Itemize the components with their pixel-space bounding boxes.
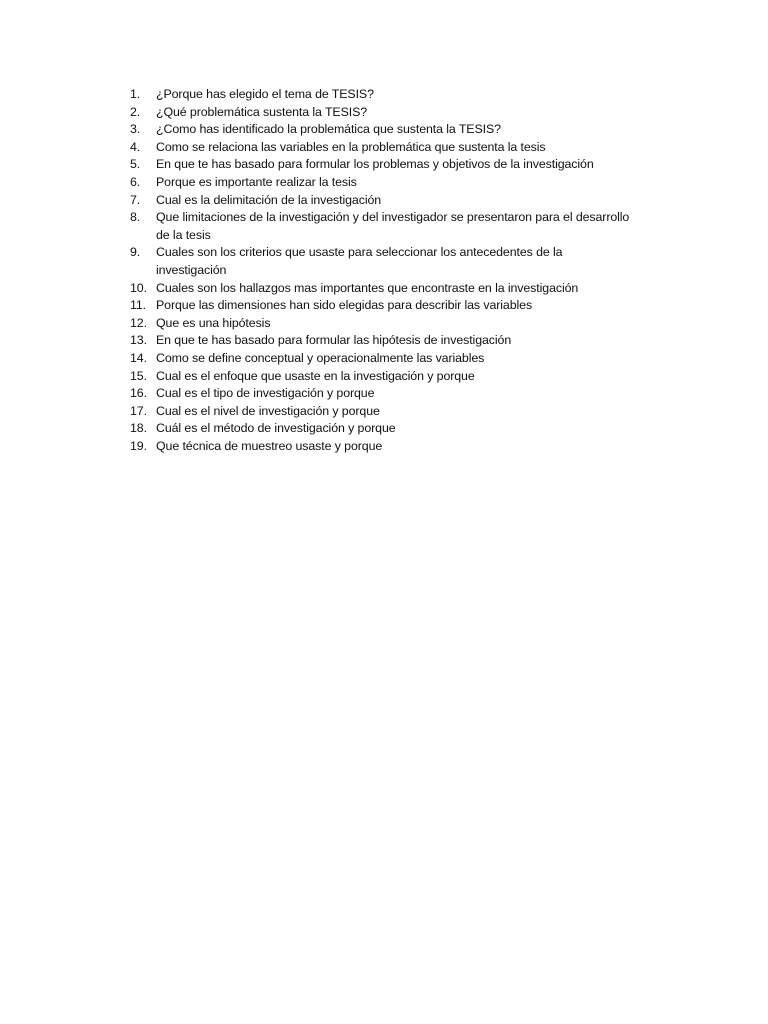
item-number: 8. [130,210,141,225]
list-item [130,368,630,386]
item-text: Que es una hipótesis [156,315,271,330]
item-number: 18. [130,421,147,436]
item-number: 16. [130,386,147,401]
question-list [130,86,630,455]
list-item [130,209,630,244]
item-text: ¿Como has identificado la problemática que sustenta la TESIS? [156,122,501,137]
item-number: 17. [130,403,147,418]
list-item [130,156,630,174]
item-number: 12. [130,315,147,330]
item-number: 4. [130,139,141,154]
item-text: En que te has basado para formular las hipótesis de investigación [156,333,512,348]
item-text: Que limitaciones de la investigación y del investigador se presentaron para el desarrollo de la tesis [156,210,630,242]
list-item [130,104,630,122]
list-item [130,192,630,210]
item-number: 2. [130,104,141,119]
item-number: 5. [130,157,141,172]
item-text: Cuales son los criterios que usaste para seleccionar los antecedentes de la investigación [156,245,563,277]
list-item [130,297,630,315]
item-text: Porque es importante realizar la tesis [156,174,357,189]
item-number: 7. [130,192,141,207]
item-text: Cual es el tipo de investigación y porque [156,386,375,401]
list-item [130,86,630,104]
item-text: Cuál es el método de investigación y porque [156,421,396,436]
item-number: 14. [130,350,147,365]
item-text: Como se relaciona las variables en la problemática que sustenta la tesis [156,139,546,154]
list-item [130,139,630,157]
item-number: 6. [130,174,141,189]
item-text: Que técnica de muestreo usaste y porque [156,438,383,453]
item-number: 3. [130,122,141,137]
item-number: 1. [130,87,141,101]
list-item [130,174,630,192]
item-number: 10. [130,280,147,295]
item-text: Cuales son los hallazgos mas importantes que encontraste en la investigación [156,280,579,295]
item-text: ¿Qué problemática sustenta la TESIS? [156,104,368,119]
item-number: 19. [130,438,147,453]
item-text: ¿Porque has elegido el tema de TESIS? [156,87,374,101]
list-item [130,280,630,298]
item-text: Cual es la delimitación de la investigación [156,192,382,207]
item-text: Cual es el nivel de investigación y porque [156,403,380,418]
list-item [130,385,630,403]
list-item [130,244,630,279]
item-text: En que te has basado para formular los problemas y objetivos de la investigación [156,157,594,172]
list-item [130,438,630,456]
item-text: Cual es el enfoque que usaste en la investigación y porque [156,368,475,383]
list-item [130,121,630,139]
item-text: Como se define conceptual y operacionalmente las variables [156,350,485,365]
item-number: 13. [130,333,147,348]
list-item [130,420,630,438]
item-text: Porque las dimensiones han sido elegidas para describir las variables [156,298,533,313]
list-item [130,350,630,368]
item-number: 15. [130,368,147,383]
item-number: 11. [130,298,147,313]
list-item [130,315,630,333]
item-number: 9. [130,245,141,260]
list-item [130,403,630,421]
list-item [130,332,630,350]
